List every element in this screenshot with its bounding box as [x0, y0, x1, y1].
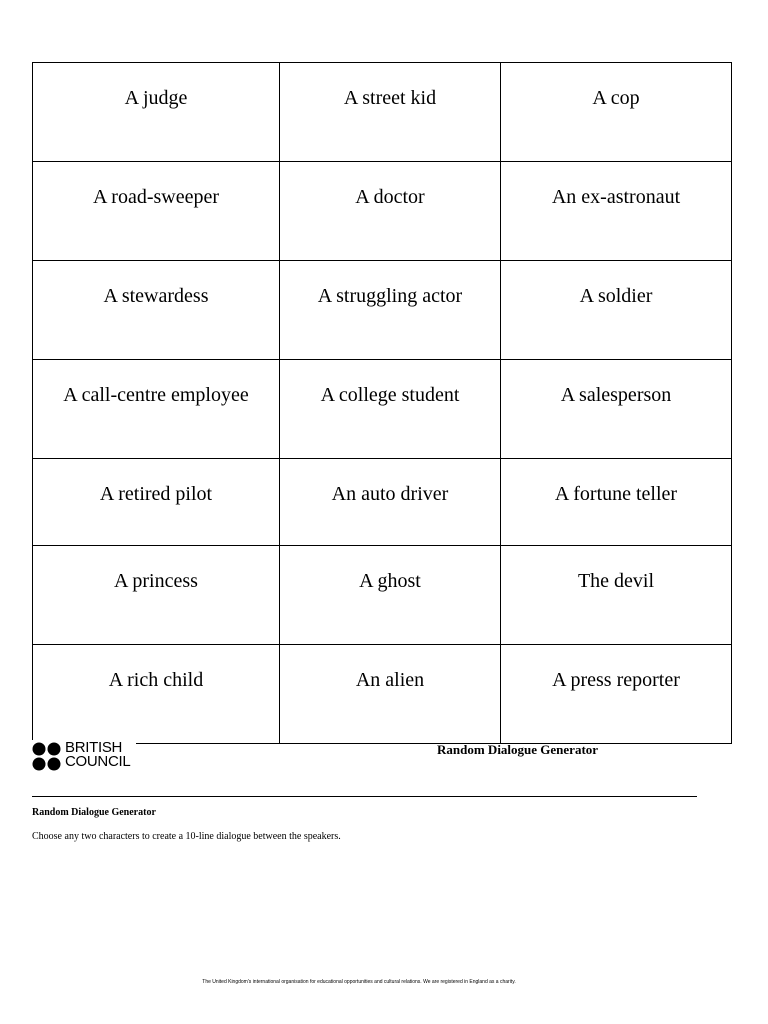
- logo-wordmark: [65, 741, 130, 769]
- role-card: A salesperson: [501, 360, 732, 459]
- logo-line-1: BRITISH: [65, 739, 123, 756]
- table-row: [33, 645, 732, 744]
- role-card: A stewardess: [33, 261, 280, 360]
- role-card: A cop: [501, 63, 732, 162]
- instructions-text: Choose any two characters to create a 10-line dialogue between the speakers.: [32, 831, 341, 842]
- british-council-logo: [32, 740, 136, 772]
- role-card: An auto driver: [280, 459, 501, 546]
- logo-line-2: COUNCIL: [65, 753, 131, 770]
- role-card: A college student: [280, 360, 501, 459]
- role-card: A princess: [33, 546, 280, 645]
- section-title: Random Dialogue Generator: [32, 807, 156, 818]
- divider: [32, 796, 697, 797]
- role-card: An alien: [280, 645, 501, 744]
- role-card: An ex-astronaut: [501, 162, 732, 261]
- table-row: [33, 360, 732, 459]
- footer-text: The United Kingdom's international organisation for educational opportunities and cultural relations. We are registered in England as a charity.: [202, 979, 516, 985]
- role-card: A rich child: [33, 645, 280, 744]
- role-card: A judge: [33, 63, 280, 162]
- role-card: A struggling actor: [280, 261, 501, 360]
- role-card: A street kid: [280, 63, 501, 162]
- role-cards-table: [32, 62, 732, 744]
- role-card: A doctor: [280, 162, 501, 261]
- table-row: [33, 162, 732, 261]
- table-row: [33, 261, 732, 360]
- logo-dots-icon: [32, 742, 62, 772]
- role-card: A retired pilot: [33, 459, 280, 546]
- role-card: A call-centre employee: [33, 360, 280, 459]
- table-row: [33, 63, 732, 162]
- role-card: A soldier: [501, 261, 732, 360]
- header-title: Random Dialogue Generator: [437, 742, 599, 757]
- role-card: A ghost: [280, 546, 501, 645]
- table-row: [33, 459, 732, 546]
- role-card: A press reporter: [501, 645, 732, 744]
- role-card: A road-sweeper: [33, 162, 280, 261]
- role-card: The devil: [501, 546, 732, 645]
- table-row: [33, 546, 732, 645]
- role-card: A fortune teller: [501, 459, 732, 546]
